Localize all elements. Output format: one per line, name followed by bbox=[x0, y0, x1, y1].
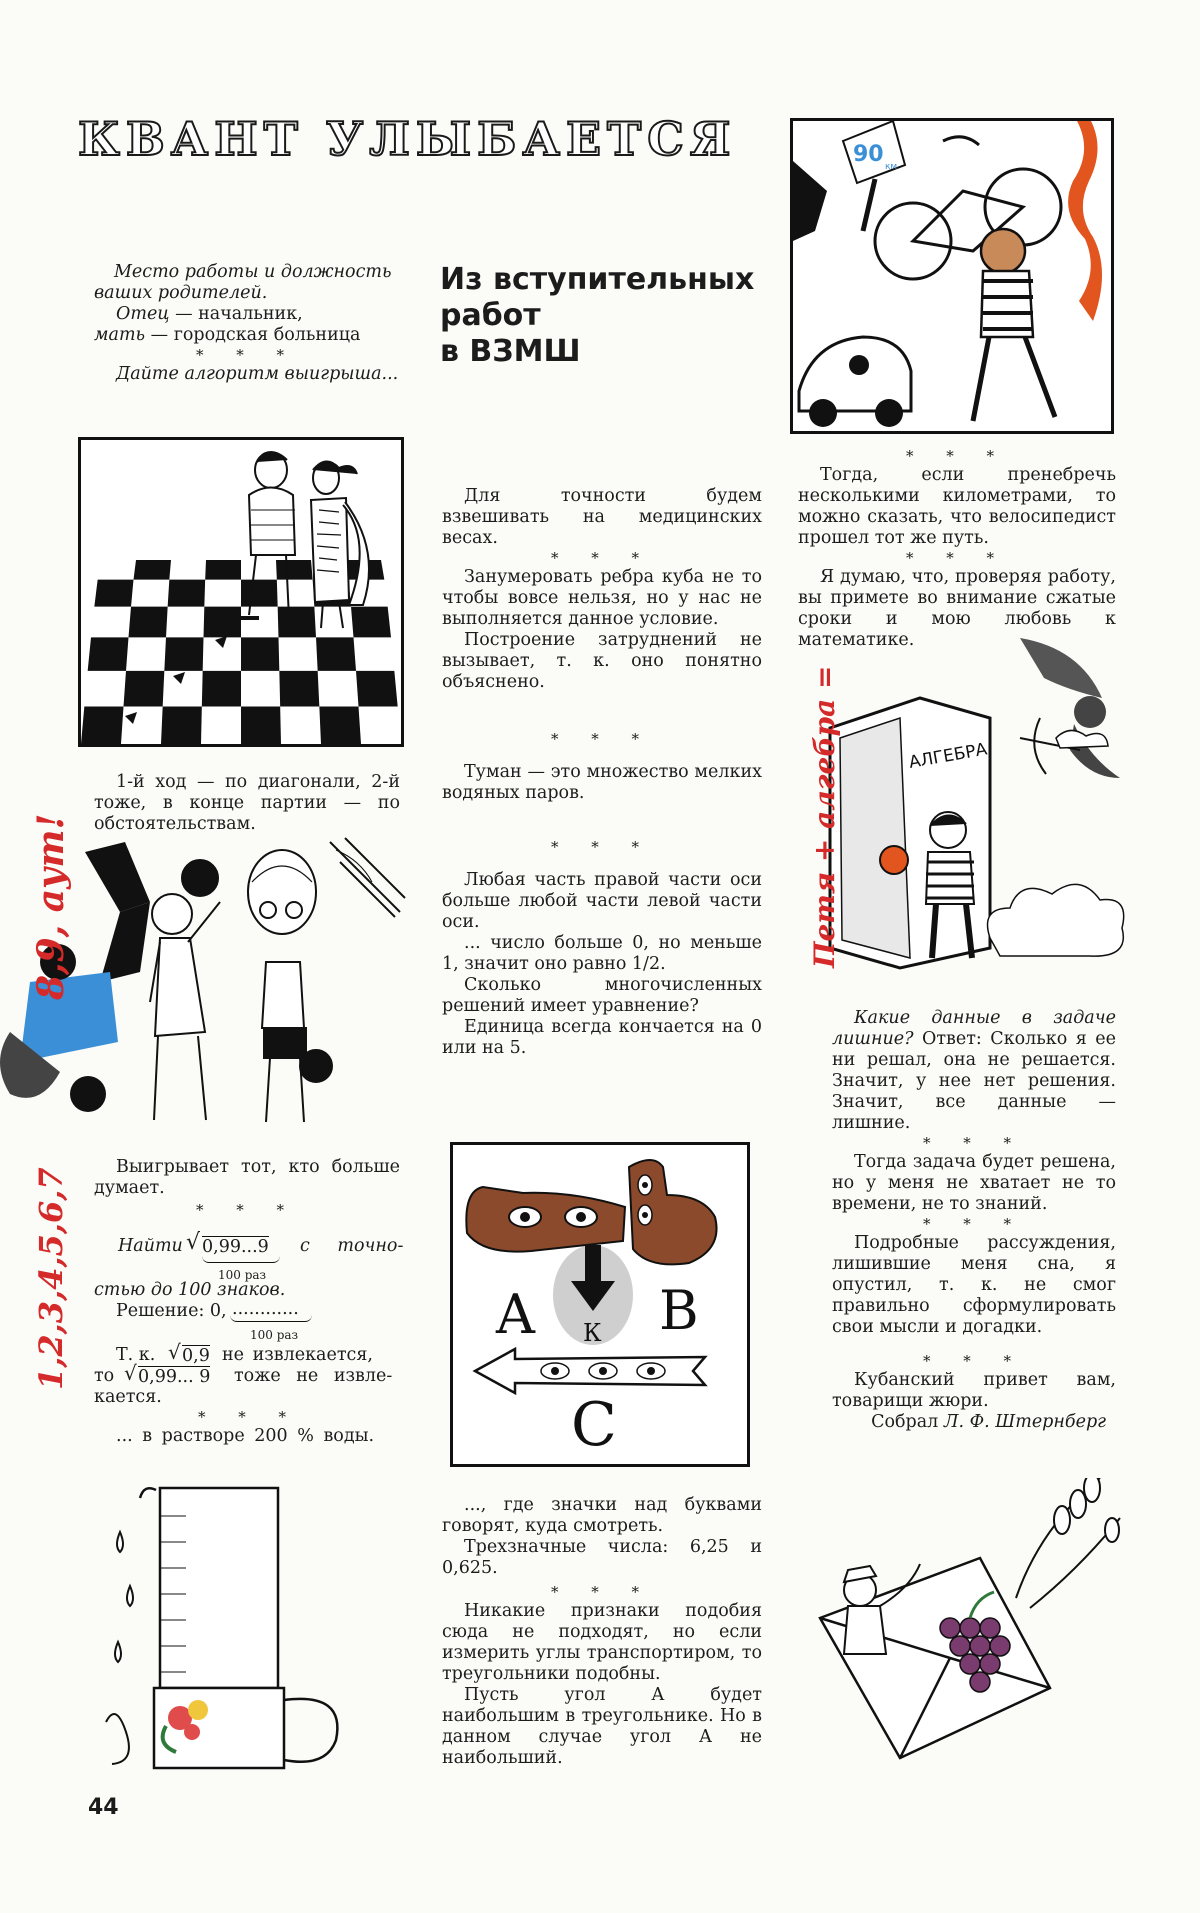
chess-square bbox=[129, 607, 168, 638]
col3-p3-rest: Ответ: Сколько я ее ни решал, она не решается. Значит, у нее нет решения. Значит, все данные — лишние. bbox=[832, 1029, 1116, 1133]
boot bbox=[793, 161, 827, 241]
chess-square bbox=[276, 560, 313, 580]
stars: * * * bbox=[922, 1134, 1026, 1152]
chess-caption-text: 1-й ход — по диагонали, 2-й тоже, в конце партии — по обстоятельствам. bbox=[94, 772, 400, 834]
q2: Дайте алгоритм выигрыша... bbox=[116, 364, 399, 384]
col2-p11: Никакие признаки подобия сюда не подходят, но если измерить углы транспортиром, то треугольники подобны. bbox=[442, 1601, 762, 1684]
page-number: 44 bbox=[88, 1795, 119, 1820]
col2-block1 bbox=[442, 486, 762, 693]
chess-square bbox=[161, 707, 202, 744]
col3-p3-italic: Какие данные в задаче лишние? bbox=[832, 1008, 1116, 1049]
thinker-boxer bbox=[248, 850, 332, 1122]
chess-square bbox=[88, 637, 129, 670]
ring-corner bbox=[330, 838, 405, 917]
stars: * * * bbox=[922, 1215, 1026, 1233]
eyes-drawing bbox=[453, 1145, 747, 1464]
stars: * * * bbox=[550, 549, 654, 567]
stars: * * * bbox=[922, 1352, 1026, 1370]
sqrt-sign-small: √ bbox=[168, 1340, 181, 1364]
sign-number: 90 bbox=[853, 142, 884, 167]
chess-square bbox=[204, 607, 242, 638]
col2-p3: Построение затруднений не вызывает, т. к. оно понятно объяснено. bbox=[442, 630, 762, 692]
q1b: ваших родителей. bbox=[94, 283, 268, 303]
letter-a: А bbox=[495, 1283, 536, 1346]
algebra-book-illustration bbox=[790, 638, 1190, 978]
not-extract: не извлекается, bbox=[222, 1345, 373, 1365]
cup-drawing bbox=[96, 1482, 386, 1772]
col1-intro bbox=[94, 262, 400, 385]
letter-c: С bbox=[571, 1390, 617, 1460]
envelope-drawing bbox=[800, 1478, 1130, 1778]
stars: * * * bbox=[195, 1201, 299, 1219]
root-expr: 0,99...9 bbox=[202, 1237, 269, 1257]
chess-square bbox=[164, 637, 203, 670]
col3-p6: Кубанский привет вам, товарищи жюри. bbox=[832, 1370, 1116, 1411]
q1c-rest: — начальник, bbox=[169, 304, 303, 324]
stars: * * * bbox=[550, 838, 654, 856]
clouds bbox=[988, 730, 1124, 956]
solution-dots: ............ bbox=[232, 1299, 299, 1319]
sign-author: Л. Ф. Штернберг bbox=[943, 1412, 1106, 1432]
col3-p5: Подробные рассуждения, лишившие меня сна, я опустил, т. к. не смог правильно сформулировать свои мысли и догадки. bbox=[832, 1233, 1116, 1337]
chess-square bbox=[168, 580, 206, 607]
kaetsya: кается. bbox=[94, 1387, 162, 1407]
col2-p5: Любая часть правой части оси больше любой части левой части оси. bbox=[442, 870, 762, 932]
letter-b: В bbox=[659, 1279, 699, 1342]
envelope-illustration bbox=[800, 1478, 1130, 1778]
water-drops bbox=[115, 1532, 133, 1662]
box-caption-text: Выигрывает тот, кто больше думает. bbox=[94, 1157, 400, 1198]
chess-square bbox=[241, 580, 278, 607]
q1d-label: мать bbox=[94, 325, 146, 345]
water-text: ... в растворе 200 % воды. bbox=[116, 1426, 375, 1446]
find-c: стью до 100 знаков. bbox=[94, 1280, 286, 1300]
stars: * * * bbox=[905, 549, 1009, 567]
find-a: Найти bbox=[118, 1236, 183, 1256]
chess-square bbox=[279, 671, 319, 707]
book-title: АЛГЕБРА bbox=[907, 739, 989, 773]
cyclist-drawing bbox=[793, 121, 1111, 431]
letter-k: К bbox=[583, 1319, 602, 1347]
col2-block2 bbox=[442, 730, 762, 804]
col3-p1: Тогда, если пренебречь несколькими километрами, то можно сказать, что велосипедист прошел тот же путь. bbox=[798, 465, 1116, 548]
also-text: тоже не извле- bbox=[234, 1366, 393, 1386]
chess-square bbox=[356, 671, 398, 707]
chess-illustration bbox=[78, 437, 404, 747]
sqrt-sign: √ bbox=[186, 1230, 201, 1255]
chess-square bbox=[124, 671, 165, 707]
chess-square bbox=[134, 560, 172, 580]
col3-block1 bbox=[798, 447, 1116, 651]
solution-brace bbox=[230, 1315, 312, 1322]
article-title bbox=[440, 262, 770, 370]
col2-p9: ..., где значки над буквами говорят, куда смотреть. bbox=[442, 1495, 762, 1536]
sqrt-sign-2: √ bbox=[124, 1361, 137, 1385]
stars: * * * bbox=[905, 447, 1009, 465]
chess-square bbox=[241, 707, 281, 744]
tk: Т. к. bbox=[116, 1345, 156, 1365]
measuring-cup-illustration bbox=[96, 1482, 386, 1772]
chess-square bbox=[205, 560, 241, 580]
article-title-line1: Из вступительных bbox=[440, 262, 755, 297]
winner-boxer bbox=[150, 860, 220, 1120]
eyes-letters-illustration bbox=[450, 1142, 750, 1467]
under-brace-label: 100 раз bbox=[218, 1268, 267, 1282]
chess-square bbox=[81, 707, 124, 744]
q1d-rest: — городская больница bbox=[145, 325, 361, 345]
chess-square bbox=[351, 607, 391, 638]
col2-p1: Для точности будем взвешивать на медицинских весах. bbox=[442, 486, 762, 548]
sign-unit: км bbox=[885, 162, 898, 172]
to-word: то bbox=[94, 1366, 115, 1386]
article-title-line3: в ВЗМШ bbox=[440, 334, 581, 369]
col2-p12: Пусть угол А будет наибольшим в треугольнике. Но в данном случае угол А не наибольший. bbox=[442, 1685, 762, 1768]
col2-p6: ... число больше 0, но меньше 1, значит оно равно 1/2. bbox=[442, 933, 762, 974]
cupid bbox=[1020, 638, 1120, 778]
chess-square bbox=[241, 637, 279, 670]
col2-p8: Единица всегда кончается на 0 или на 5. bbox=[442, 1017, 762, 1058]
solution-brace-label: 100 раз bbox=[250, 1328, 299, 1342]
root-expr-2: 0,99... 9 bbox=[138, 1367, 211, 1387]
article-title-line2: работ bbox=[440, 298, 541, 333]
col2-block4 bbox=[442, 1495, 762, 1769]
col2-p4: Туман — это множество мелких водяных паров. bbox=[442, 762, 762, 803]
side-red-count: 1,2,3,4,5,6,7 bbox=[32, 1167, 70, 1390]
falling-boxer bbox=[0, 842, 150, 1112]
chess-caption bbox=[94, 772, 400, 835]
cyclist-man bbox=[973, 229, 1055, 421]
col2-p10: Трехзначные числа: 6,25 и 0,625. bbox=[442, 1537, 762, 1578]
col2-block3 bbox=[442, 838, 762, 1059]
chess-square bbox=[319, 707, 361, 744]
stars: * * * bbox=[195, 346, 299, 364]
chess-square bbox=[316, 637, 356, 670]
under-brace bbox=[202, 1256, 280, 1263]
left-arrow-icon bbox=[475, 1349, 705, 1393]
root-small: 0,9 bbox=[182, 1346, 210, 1366]
stars: * * * bbox=[550, 1583, 654, 1601]
q1c-label: Отец bbox=[116, 304, 170, 324]
stars: * * * bbox=[550, 730, 654, 748]
sqrt-problem bbox=[94, 1232, 404, 1447]
find-b: с точно- bbox=[300, 1236, 404, 1256]
col3-p2: Я думаю, что, проверяя работу, вы примете во внимание сжатые сроки и мою любовь к математике. bbox=[798, 567, 1116, 650]
side-red-score: 8,9, аут! bbox=[30, 813, 72, 1000]
wheat bbox=[1016, 1478, 1120, 1608]
chess-square bbox=[202, 671, 241, 707]
page-title: КВАНТ УЛЫБАЕТСЯ bbox=[78, 112, 737, 166]
side-red-petya: Петя + алгебра = bbox=[808, 665, 841, 968]
stars: * * * bbox=[197, 1408, 301, 1426]
solution-label: Решение: 0, bbox=[116, 1301, 227, 1321]
car bbox=[799, 337, 911, 427]
col3-p4: Тогда задача будет решена, но у меня не хватает не то времени, не то знаний. bbox=[832, 1152, 1116, 1214]
box-caption bbox=[94, 1157, 400, 1219]
flame-decoration bbox=[1068, 121, 1102, 321]
sign-label: Собрал bbox=[871, 1412, 939, 1432]
cyclist-illustration bbox=[790, 118, 1114, 434]
col2-p7: Сколько многочисленных решений имеет уравнение? bbox=[442, 975, 762, 1016]
chess-square bbox=[94, 580, 133, 607]
col2-p2: Занумеровать ребра куба не то чтобы вовсе нельзя, но у нас не выполняется данное условие. bbox=[442, 567, 762, 629]
col3-block2 bbox=[832, 1008, 1116, 1433]
distance-sign bbox=[843, 121, 905, 231]
book-drawing bbox=[790, 638, 1190, 978]
chess-drawing bbox=[81, 440, 401, 744]
q1a: Место работы и должность bbox=[114, 262, 392, 282]
